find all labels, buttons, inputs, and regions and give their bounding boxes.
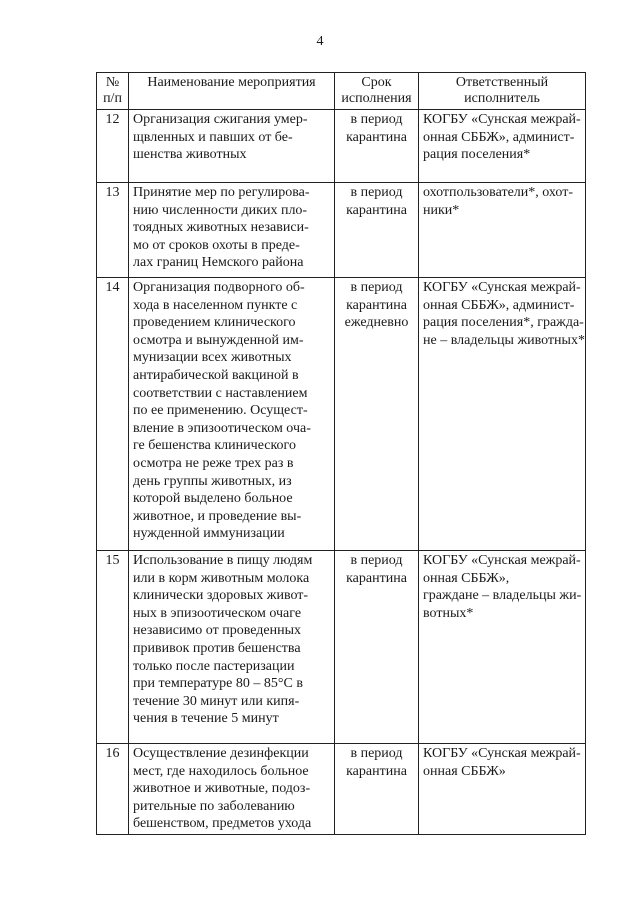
text-line: ники* [423, 202, 460, 218]
text-line: вотных* [423, 605, 474, 621]
text-line: КОГБУ «Сунская межрай- [423, 112, 581, 127]
text-line: онная СББЖ» [423, 763, 506, 779]
text-line: только после пастеризации [133, 658, 295, 674]
text-line: животное, и проведение вы- [133, 508, 302, 524]
header-responsible [419, 73, 586, 110]
text-line: граждане – владельцы жи- [423, 588, 582, 604]
text-line: мест, где находилось больное [133, 763, 309, 779]
measure-name [129, 551, 335, 744]
text-line: осмотра не реже трех раз в [133, 455, 294, 471]
text-line: мо от сроков охоты в преде- [133, 237, 300, 253]
text-line: Использование в пищу людям [133, 553, 313, 568]
text-line: мунизации всех животных [133, 350, 292, 366]
text-line: КОГБУ «Сунская межрай- [423, 280, 581, 295]
header-number [97, 73, 129, 110]
text-line: в период [350, 280, 403, 295]
text-line: животное и животные, подоз- [133, 781, 311, 797]
responsible [419, 278, 586, 551]
header-term-line: Срок [361, 75, 392, 90]
text-line: онная СББЖ», [423, 570, 510, 586]
text-line: тоядных животных независи- [133, 220, 309, 236]
header-number-line: п/п [103, 91, 122, 106]
term [335, 551, 419, 744]
table-row [97, 551, 586, 744]
header-measure-name [129, 73, 335, 110]
text-line: рительные по заболеванию [133, 798, 295, 814]
responsible [419, 551, 586, 744]
measures-table [96, 72, 586, 835]
text-line: КОГБУ «Сунская межрай- [423, 553, 581, 568]
header-measure-name-line: Наименование мероприятия [147, 75, 316, 90]
table-row [97, 744, 586, 835]
text-line: нию численности диких пло- [133, 202, 308, 218]
text-line: бешенством, предметов ухода [133, 816, 312, 832]
measure-name [129, 183, 335, 278]
text-line: карантина [346, 763, 407, 779]
row-number: 13 [97, 183, 129, 278]
text-line: Принятие мер по регулирова- [133, 185, 310, 200]
text-line: ге бешенства клинического [133, 438, 296, 454]
text-line: осмотра и вынужденной им- [133, 332, 304, 348]
text-line: карантина [346, 297, 407, 313]
text-line: день группы животных, из [133, 473, 292, 489]
header-number-line: № [105, 75, 120, 90]
header-responsible-line: Ответственный [455, 75, 549, 90]
row-number: 16 [97, 744, 129, 835]
measure-name [129, 278, 335, 551]
measure-name [129, 744, 335, 835]
header-term [335, 73, 419, 110]
text-line: клинически здоровых живот- [133, 588, 309, 604]
text-line: в период [350, 746, 403, 761]
text-line: Организация сжигания умер- [133, 112, 308, 127]
text-line: соответствии с наставлением [133, 385, 308, 401]
text-line: карантина [346, 129, 407, 145]
row-number: 14 [97, 278, 129, 551]
term [335, 183, 419, 278]
text-line: Осуществление дезинфекции [133, 746, 309, 761]
text-line: независимо от проведенных [133, 623, 301, 639]
responsible [419, 110, 586, 183]
text-line: лах границ Немского района [133, 255, 304, 271]
text-line: в период [350, 112, 403, 127]
responsible [419, 183, 586, 278]
text-line: прививок против бешенства [133, 640, 301, 656]
table-row [97, 110, 586, 183]
term [335, 744, 419, 835]
text-line: карантина [346, 202, 407, 218]
page-number: 4 [316, 34, 324, 49]
text-line: чения в течение 5 минут [133, 711, 279, 727]
text-line: в период [350, 185, 403, 200]
text-line: вление в эпизоотическом оча- [133, 420, 311, 436]
text-line: которой выделено больное [133, 491, 293, 507]
text-line: охотпользователи*, охот- [423, 185, 573, 200]
text-line: Организация подворного об- [133, 280, 305, 295]
text-line: ных в эпизоотическом очаге [133, 605, 302, 621]
table-row [97, 183, 586, 278]
row-number: 12 [97, 110, 129, 183]
row-number: 15 [97, 551, 129, 744]
text-line: по ее применению. Осущест- [133, 403, 308, 419]
table-row [97, 278, 586, 551]
text-line: рация поселения*, гражда- [423, 315, 584, 331]
text-line: антирабической вакциной в [133, 367, 299, 383]
text-line: онная СББЖ», админист- [423, 129, 575, 145]
text-line: проведением клинического [133, 315, 296, 331]
text-line: нужденной иммунизации [133, 526, 285, 542]
responsible [419, 744, 586, 835]
term [335, 278, 419, 551]
text-line: или в корм животным молока [133, 570, 310, 586]
text-line: онная СББЖ», админист- [423, 297, 575, 313]
text-line: рация поселения* [423, 147, 531, 163]
text-line: КОГБУ «Сунская межрай- [423, 746, 581, 761]
header-responsible-line: исполнитель [464, 91, 540, 106]
text-line: хода в населенном пункте с [133, 297, 298, 313]
text-line: не – владельцы животных* [423, 332, 585, 348]
text-line: в период [350, 553, 403, 568]
text-line: течение 30 минут или кипя- [133, 693, 300, 709]
table-header-row [97, 73, 586, 110]
text-line: щвленных и павших от бе- [133, 129, 293, 145]
measure-name [129, 110, 335, 183]
text-line: при температуре 80 – 85°С в [133, 676, 303, 692]
header-term-line: исполнения [341, 91, 412, 106]
term [335, 110, 419, 183]
text-line: карантина [346, 570, 407, 586]
text-line: шенства животных [133, 147, 247, 163]
text-line: ежедневно [344, 315, 409, 331]
